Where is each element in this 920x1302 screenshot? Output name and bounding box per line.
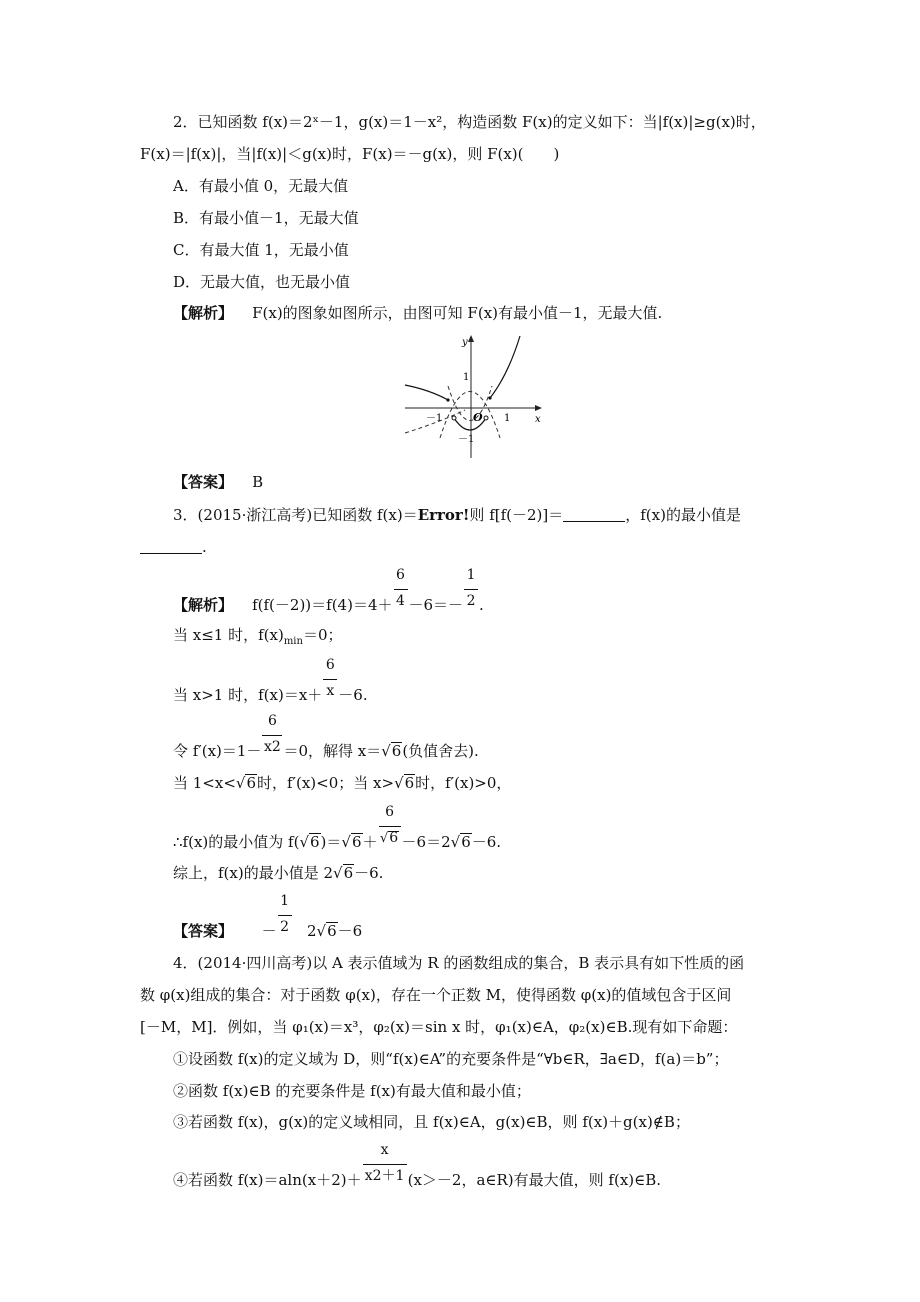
analysis-text: F(x)的图象如图所示，由图可知 F(x)有最小值－1，无最大值.: [252, 304, 663, 322]
radicand: 6: [461, 833, 471, 851]
math-text: 当 1<x<: [173, 774, 236, 792]
radical-sign: √: [381, 742, 391, 760]
numerator: 6: [385, 804, 394, 820]
q3-step-5: [173, 773, 511, 793]
numerator: 6: [325, 657, 335, 673]
x-axis-arrow: [535, 405, 542, 411]
closed-point-right: [488, 396, 491, 399]
q4-proposition-2: ②函数 f(x)∈B 的充要条件是 f(x)有最大值和最小值；: [173, 1082, 531, 1100]
radicand: 6: [404, 774, 415, 792]
radical-sign: √: [235, 774, 246, 792]
q3-stem-line2: [140, 537, 207, 557]
q2-option-b: B．有最小值－1，无最大值: [173, 209, 359, 227]
denominator: x2＋1: [364, 1168, 405, 1184]
math-text: ∴f(x)的最小值为 f(: [173, 833, 300, 851]
fill-blank: [563, 507, 625, 522]
math-text: －6.: [338, 686, 368, 704]
math-text: f(f(－2))＝f(4)＝4＋: [252, 596, 393, 614]
math-text: 当 x≤1 时，f(x): [173, 626, 284, 644]
q2-option-d: D．无最大值，也无最小值: [173, 273, 351, 291]
radical-sign: √: [316, 922, 327, 940]
q3-stem-part: 3．(2015·浙江高考)已知函数 f(x)＝: [173, 506, 418, 524]
fraction: [261, 713, 283, 761]
q3-stem-part: .: [202, 538, 207, 556]
numerator: 1: [466, 567, 476, 583]
q3-step-6: [173, 804, 502, 852]
fraction: [378, 804, 402, 852]
q3-step-7: [173, 863, 383, 883]
radical-sign: √: [394, 774, 404, 792]
open-point-left: [452, 416, 456, 420]
radicand: 6: [391, 742, 402, 760]
math-text: 时，f′(x)<0；当 x>: [257, 774, 395, 792]
q3-step-4: [173, 713, 479, 761]
origin-label: O: [473, 411, 483, 424]
q2-option-a: A．有最小值 0，无最大值: [173, 177, 349, 195]
math-text: ＋: [362, 833, 378, 851]
function-graph: [400, 330, 550, 462]
radicand: 6: [310, 833, 320, 851]
fraction: [393, 567, 409, 615]
q4-proposition-4: [173, 1142, 662, 1190]
q4-stem-line3: [－M，M]．例如，当 φ₁(x)＝x³，φ₂(x)＝sin x 时，φ₁(x)∈A，φ₂(x)∈B.现有如下命题：: [140, 1018, 738, 1036]
q4-stem-line1: 4．(2014·四川高考)以 A 表示值域为 R 的函数组成的集合，B 表示具有如下性质的函: [173, 954, 745, 972]
radical-sign: √: [450, 833, 461, 851]
math-text: ④若函数 f(x)＝aln(x＋2)＋: [173, 1171, 362, 1189]
fraction: [463, 567, 479, 615]
x-tick-neg1: －1: [426, 413, 443, 424]
closed-point-left: [446, 398, 449, 401]
solid-right-branch: [490, 336, 520, 398]
y-tick-neg1: －1: [458, 434, 475, 445]
fraction: [362, 1142, 408, 1190]
q4-proposition-3: ③若函数 f(x)，g(x)的定义域相同，且 f(x)∈A，g(x)∈B，则 f(x)＋g(x)∉B；: [173, 1113, 690, 1131]
numerator: 1: [280, 893, 290, 909]
y-tick-1: 1: [463, 372, 470, 383]
radicand: 6: [327, 922, 337, 940]
radicand: 6: [351, 833, 362, 851]
math-text: 令 f′(x)＝1－: [173, 742, 262, 760]
math-text: －6＝－: [408, 596, 464, 614]
math-text: (x＞－2，a∈R)有最大值，则 f(x)∈B.: [407, 1171, 662, 1189]
radicand: 6: [343, 864, 354, 882]
numerator: 6: [267, 713, 277, 729]
q3-step-1: [173, 567, 484, 615]
answer-label: 【答案】: [173, 473, 234, 491]
q4-stem-line2: 数 φ(x)组成的集合：对于函数 φ(x)，存在一个正数 M，使得函数 φ(x)的值域包含于区间: [140, 986, 732, 1004]
math-text: －6: [337, 922, 363, 940]
q2-option-c: C．有最大值 1，无最小值: [173, 241, 349, 259]
answer-value: B: [252, 473, 264, 491]
q3-answer: [173, 893, 363, 941]
q2-stem-line2: F(x)＝|f(x)|，当|f(x)|＜g(x)时，F(x)＝－g(x)，则 F(x)( ): [140, 145, 560, 163]
radical-sign: √: [333, 864, 343, 882]
analysis-label: 【解析】: [173, 304, 234, 322]
error-text: Error!: [417, 506, 470, 524]
q2-stem-line1: 2．已知函数 f(x)＝2ˣ－1，g(x)＝1－x²，构造函数 F(x)的定义如下：当|f(x)|≥g(x)时，: [173, 113, 766, 131]
q3-stem-part: 则 f[f(－2)]＝: [469, 506, 564, 524]
analysis-label: 【解析】: [173, 596, 234, 614]
denominator: 4: [396, 593, 405, 609]
y-label: y: [462, 337, 468, 348]
q2-answer: [173, 472, 263, 492]
math-text: 时，f′(x)>0，: [415, 774, 512, 792]
math-text: －6＝2: [401, 833, 451, 851]
x-label: x: [535, 414, 541, 425]
denominator: 2: [466, 593, 476, 609]
q4-proposition-1: ①设函数 f(x)的定义域为 D，则“f(x)∈A”的充要条件是“∀b∈R，∃a∈D，f(a)＝b”；: [173, 1050, 729, 1068]
math-text: －: [261, 922, 277, 940]
radical-sign: √: [341, 833, 351, 851]
q3-step-2: [173, 625, 343, 645]
numerator: x: [380, 1142, 389, 1158]
fill-blank: [140, 539, 202, 554]
numerator: 6: [396, 567, 405, 583]
answer-label: 【答案】: [173, 922, 234, 940]
denominator: x: [326, 683, 335, 699]
radicand: 6: [389, 830, 399, 846]
x-tick-1: 1: [504, 413, 511, 424]
denominator: √6: [379, 830, 399, 846]
fraction: [322, 657, 338, 705]
q3-stem-line1: [173, 505, 741, 525]
solid-left-branch: [405, 385, 448, 400]
math-text: 2: [306, 922, 317, 940]
math-text: (负值舍去).: [402, 742, 479, 760]
math-text: )＝: [320, 833, 342, 851]
denominator: x2: [264, 739, 281, 755]
subscript: min: [283, 636, 303, 647]
q2-analysis: [173, 303, 662, 323]
radicand: 6: [246, 774, 257, 792]
math-text: 综上，f(x)的最小值是 2: [173, 864, 334, 882]
radical-sign: √: [299, 833, 309, 851]
y-axis-arrow: [468, 335, 474, 342]
q3-step-3: [173, 657, 368, 705]
open-point-right: [484, 416, 488, 420]
math-text: ＝0；: [302, 626, 343, 644]
math-text: －6.: [354, 864, 384, 882]
math-text: .: [479, 596, 484, 614]
fraction: [277, 893, 293, 941]
math-text: －6.: [471, 833, 502, 851]
math-text: 当 x>1 时，f(x)＝x＋: [173, 686, 323, 704]
math-text: ＝0，解得 x＝: [283, 742, 382, 760]
denominator: 2: [280, 919, 290, 935]
q3-stem-part: ，f(x)的最小值是: [625, 506, 741, 524]
